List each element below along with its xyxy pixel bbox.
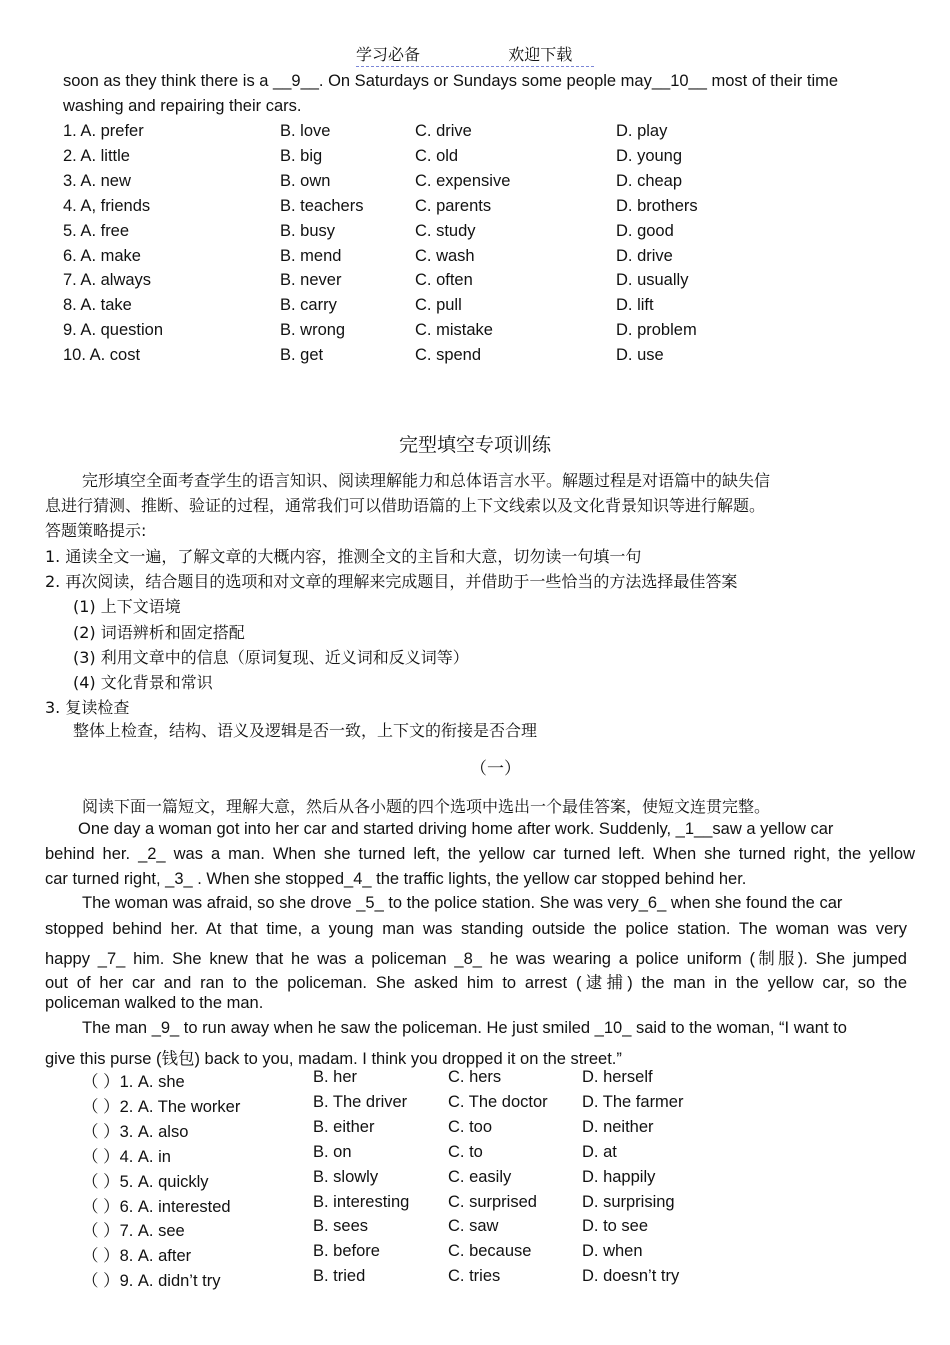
tips-label: 答题策略提示: [45,521,147,540]
options0-q6-option-b: B. mend [280,246,342,265]
options1-q8-option-d: D. when [582,1242,643,1261]
passage1-line-10: give this purse (钱包) back to you, madam. I think you dropped it on the street.” [45,1050,622,1068]
options1-q2-option-c: C. The doctor [448,1092,548,1111]
options0-q6-option-d: D. drive [616,246,673,265]
options0-q6-option-a: 6. A. make [63,246,141,265]
options0-q10-option-a: 10. A. cost [63,346,141,365]
passage1-line-2: behind her. _2_ was a man. When she turned left, the yellow car turned left. When she turned right, the yellow [45,845,915,863]
strategy-sub-2: (2) 词语辨析和固定搭配 [73,623,245,642]
options1-q5-option-d: D. happily [582,1167,656,1186]
options1-q6-option-c: C. surprised [448,1192,537,1211]
passage1-line-5: stopped behind her. At that time, a young man was standing outside the police station. The woman was very [45,920,907,938]
options1-q3-option-c: C. too [448,1117,493,1136]
options0-q8-option-c: C. pull [415,296,462,315]
options0-q1-option-d: D. play [616,122,668,140]
options1-q2-option-b: B. The driver [313,1092,408,1111]
options0-q10-option-c: C. spend [415,346,482,365]
passage1-line-4: The woman was afraid, so she drove _5_ to the police station. She was very_6_ when she found the car [82,894,843,912]
options1-q2-option-a: （ ）2. A. The worker [82,1097,241,1116]
strategy-sub-4: (4) 文化背景和常识 [73,673,213,692]
options1-q4-option-a: （ ）4. A. in [82,1147,171,1166]
options0-q4-option-b: B. teachers [280,196,364,215]
options0-q7-option-b: B. never [280,271,342,290]
header-left: 学习必备 [356,45,421,64]
options0-q2-option-a: 2. A. little [63,146,130,165]
passage0-line-1: soon as they think there is a __9__. On Saturdays or Sundays some people may__10__ most of their time [63,72,839,90]
options1-q7-option-b: B. sees [313,1217,369,1236]
options0-q9-option-d: D. problem [616,321,697,340]
options1-q1-option-b: B. her [313,1068,358,1086]
passage1-line-9: The man _9_ to run away when he saw the policeman. He just smiled _10_ said to the woman, “I want to [82,1019,847,1037]
passage0-line-2: washing and repairing their cars. [63,97,302,115]
options0-q8-option-b: B. carry [280,296,337,315]
options1-q9-option-a: （ ）9. A. didn’t try [82,1272,221,1291]
options1-q6-option-b: B. interesting [313,1192,410,1211]
strategy-step-2: 2. 再次阅读，结合题目的选项和对文章的理解来完成题目，并借助于一些恰当的方法选择最佳答案 [45,572,738,591]
strategy-step-3-detail: 整体上检查，结构、语义及逻辑是否一致，上下文的衔接是否合理 [73,721,538,740]
options1-q5-option-c: C. easily [448,1167,512,1186]
options0-q6-option-c: C. wash [415,246,475,265]
strategy-sub-1: (1) 上下文语境 [73,597,181,616]
strategy-step-1: 1. 通读全文一遍，了解文章的大概内容，推测全文的主旨和大意，切勿读一句填一句 [45,547,642,566]
options1-q8-option-a: （ ）8. A. after [82,1247,192,1266]
options0-q5-option-b: B. busy [280,221,336,240]
strategy-sub-3: (3) 利用文章中的信息（原词复现、近义词和反义词等） [73,648,469,667]
options0-q3-option-a: 3. A. new [63,171,131,190]
options0-q8-option-a: 8. A. take [63,296,132,315]
passage1-line-3: car turned right, _3_ . When she stopped_4_ the traffic lights, the yellow car stopped behind her. [45,870,747,888]
header-right: 欢迎下载 [508,45,573,64]
options0-q1-option-a: 1. A. prefer [63,122,144,140]
options0-q3-option-c: C. expensive [415,171,511,190]
options0-q5-option-d: D. good [616,221,674,240]
options1-q3-option-b: B. either [313,1117,375,1136]
options1-q3-option-d: D. neither [582,1117,654,1136]
options1-q8-option-b: B. before [313,1242,380,1261]
options1-q7-option-d: D. to see [582,1217,649,1236]
section-title: 完型填空专项训练 [399,434,552,456]
options1-q4-option-c: C. to [448,1142,483,1161]
page-header [356,42,594,67]
passage1-line-8: policeman walked to the man. [45,994,264,1012]
options1-q6-option-a: （ ）6. A. interested [82,1197,231,1216]
options1-q9-option-c: C. tries [448,1267,501,1286]
options0-q8-option-d: D. lift [616,296,654,315]
options0-q9-option-a: 9. A. question [63,321,163,340]
options0-q10-option-b: B. get [280,346,324,365]
options1-q3-option-a: （ ）3. A. also [82,1122,189,1141]
options0-q9-option-c: C. mistake [415,321,493,340]
options1-q9-option-d: D. doesn’t try [582,1267,680,1286]
options0-q9-option-b: B. wrong [280,321,346,340]
options1-q5-option-b: B. slowly [313,1167,379,1186]
options1-q1-option-d: D. herself [582,1068,653,1086]
options1-q4-option-b: B. on [313,1142,352,1161]
options0-q1-option-c: C. drive [415,122,472,140]
intro-line-1: 完形填空全面考查学生的语言知识、阅读理解能力和总体语言水平。解题过程是对语篇中的缺失信 [82,471,771,490]
options0-q1-option-b: B. love [280,122,331,140]
options0-q7-option-a: 7. A. always [63,271,152,290]
options0-q3-option-d: D. cheap [616,171,683,190]
options1-q2-option-d: D. The farmer [582,1092,684,1111]
intro-line-2: 息进行猜测、推断、验证的过程，通常我们可以借助语篇的上下文线索以及文化背景知识等进行解题。 [45,496,766,515]
options1-q1-option-a: （ ）1. A. she [82,1073,185,1091]
options1-q7-option-c: C. saw [448,1217,499,1236]
passage1-line-1: One day a woman got into her car and started driving home after work. Suddenly, _1__saw a yellow car [78,820,834,838]
options1-q7-option-a: （ ）7. A. see [82,1222,185,1241]
options0-q7-option-d: D. usually [616,271,689,290]
part-label: （一） [470,759,521,779]
options0-q4-option-a: 4. A, friends [63,196,151,215]
options0-q2-option-c: C. old [415,146,459,165]
options0-q4-option-d: D. brothers [616,196,698,215]
options0-q2-option-d: D. young [616,146,683,165]
options1-q1-option-c: C. hers [448,1068,502,1086]
options1-q9-option-b: B. tried [313,1267,366,1286]
options0-q10-option-d: D. use [616,346,664,365]
strategy-step-3: 3. 复读检查 [45,698,130,717]
options1-q5-option-a: （ ）5. A. quickly [82,1172,209,1191]
options1-q6-option-d: D. surprising [582,1192,675,1211]
options0-q2-option-b: B. big [280,146,323,165]
instruction: 阅读下面一篇短文，理解大意，然后从各小题的四个选项中选出一个最佳答案，使短文连贯完整。 [82,797,771,816]
options0-q3-option-b: B. own [280,171,331,190]
options0-q5-option-c: C. study [415,221,476,240]
passage1-line-7: out of her car and ran to the policeman. She asked him to arrest (逮捕) the man in the yellow car, so the [45,974,907,992]
passage1-line-6: happy _7_ him. She knew that he was a policeman _8_ he was wearing a police uniform (制服). She jumped [45,950,907,968]
options0-q7-option-c: C. often [415,271,473,290]
options0-q4-option-c: C. parents [415,196,492,215]
options1-q4-option-d: D. at [582,1142,617,1161]
options0-q5-option-a: 5. A. free [63,221,130,240]
options1-q8-option-c: C. because [448,1242,532,1261]
